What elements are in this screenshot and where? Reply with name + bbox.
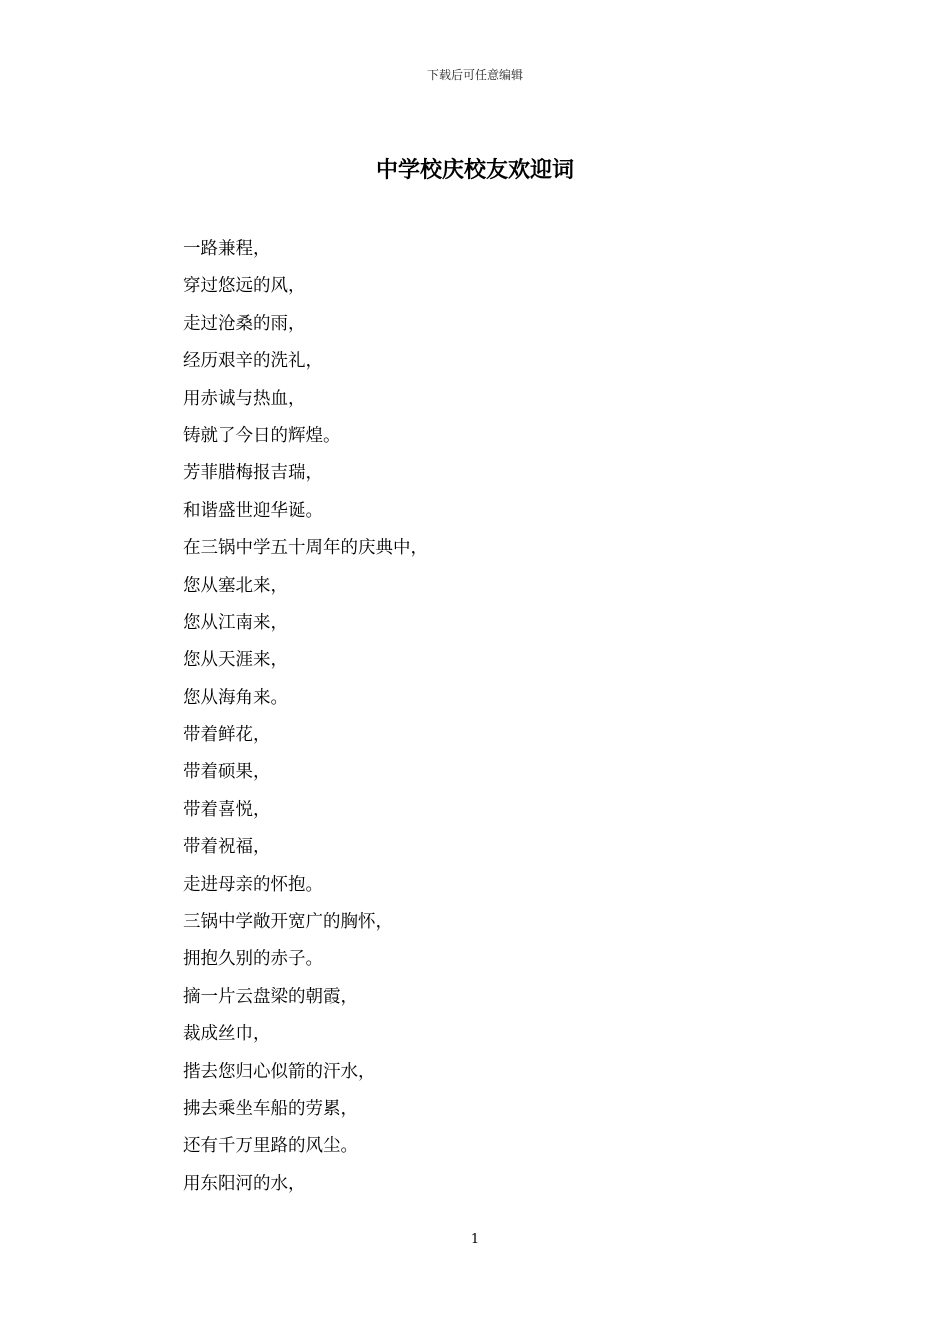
poem-line: 在三锅中学五十周年的庆典中， <box>183 538 428 559</box>
poem-line: 带着鲜花， <box>183 725 271 746</box>
poem-line: 还有千万里路的风尘。 <box>183 1136 358 1157</box>
poem-line: 拥抱久别的赤子。 <box>183 949 323 970</box>
poem-line: 三锅中学敞开宽广的胸怀， <box>183 912 393 933</box>
header-note: 下载后可任意编辑 <box>426 68 523 82</box>
poem-line: 您从天涯来， <box>183 650 288 671</box>
poem-line: 和谐盛世迎华诞。 <box>183 500 323 521</box>
poem-line: 走过沧桑的雨， <box>183 313 306 334</box>
poem-line: 铸就了今日的辉煌。 <box>183 425 341 446</box>
poem-line: 带着祝福， <box>183 837 271 858</box>
poem-line: 经历艰辛的洗礼， <box>183 351 323 372</box>
poem-line: 您从海角来。 <box>183 687 288 708</box>
poem-line: 走进母亲的怀抱。 <box>183 874 323 895</box>
poem-line: 芳菲腊梅报吉瑞， <box>183 463 323 484</box>
poem-line: 裁成丝巾， <box>183 1024 271 1045</box>
poem-line: 揩去您归心似箭的汗水， <box>183 1061 376 1082</box>
poem-line: 用赤诚与热血， <box>183 388 306 409</box>
poem-line: 您从塞北来， <box>183 575 288 596</box>
poem-body <box>183 232 783 1204</box>
page-number: 1 <box>470 1232 480 1247</box>
poem-line: 带着喜悦， <box>183 799 271 820</box>
poem-line: 拂去乘坐车船的劳累， <box>183 1098 358 1119</box>
document-title: 中学校庆校友欢迎词 <box>375 157 574 183</box>
poem-line: 用东阳河的水， <box>183 1173 306 1194</box>
poem-line: 您从江南来， <box>183 612 288 633</box>
poem-line: 穿过悠远的风， <box>183 276 306 297</box>
poem-line: 带着硕果， <box>183 762 271 783</box>
poem-line: 一路兼程， <box>183 239 271 259</box>
poem-line: 摘一片云盘梁的朝霞， <box>183 986 358 1007</box>
